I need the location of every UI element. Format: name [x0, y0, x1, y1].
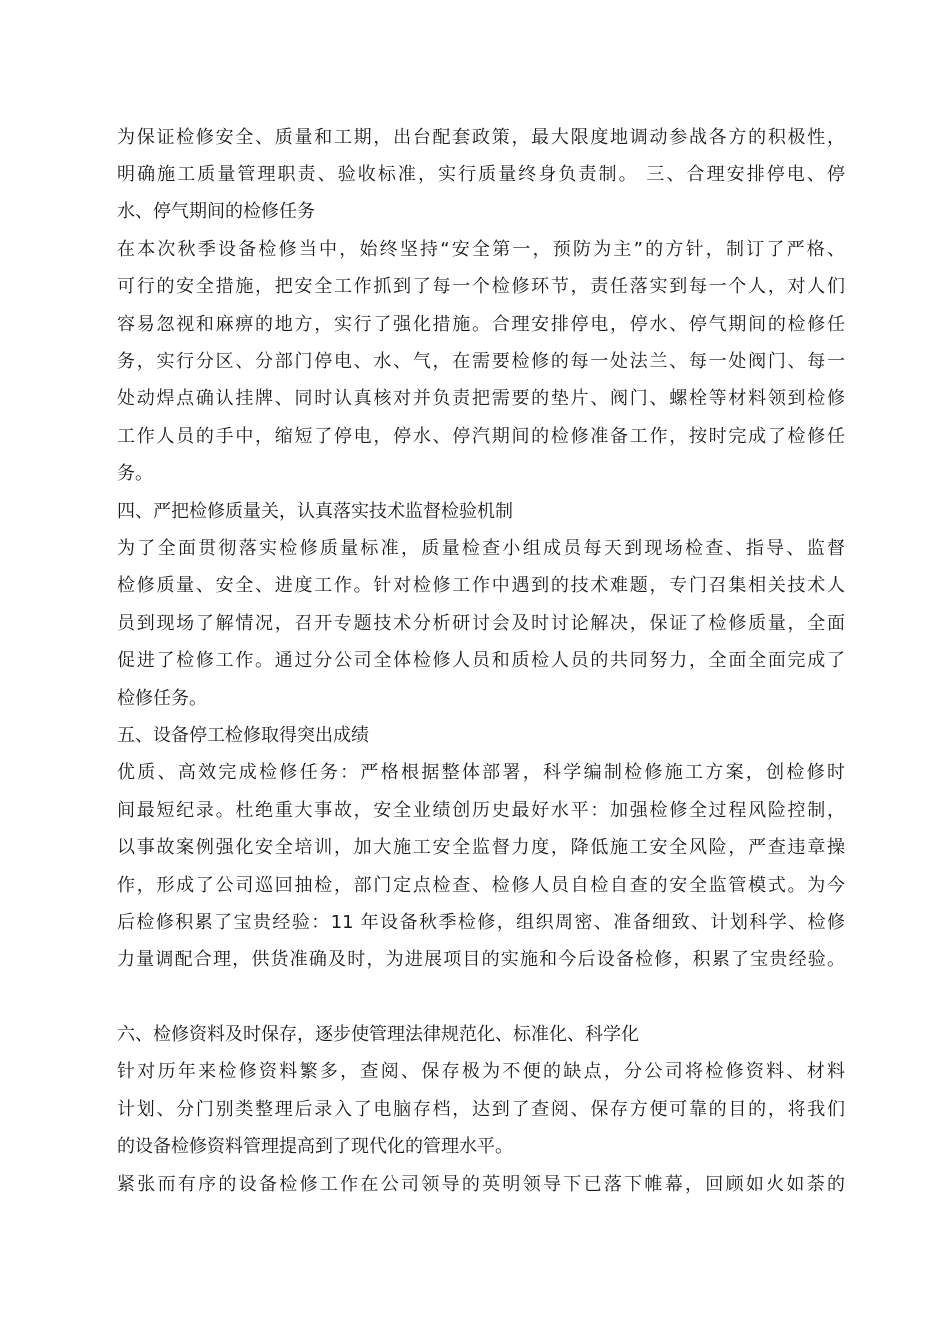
section-heading: 五、设备停工检修取得突出成绩: [117, 725, 369, 746]
text-line: 后检修积累了宝贵经验：11 年设备秋季检修，组织周密、准备细致、计划科学、检修: [117, 912, 845, 933]
text-line: 务，实行分区、分部门停电、水、气，在需要检修的每一处法兰、每一处阀门、每一: [117, 351, 845, 372]
text-line: 为了全面贯彻落实检修质量标准，质量检查小组成员每天到现场检查、指导、监督: [117, 538, 845, 559]
text-line: 在本次秋季设备检修当中，始终坚持“安全第一，预防为主”的方针，制订了严格、: [117, 239, 845, 260]
text-line: 为保证检修安全、质量和工期，出台配套政策，最大限度地调动参战各方的积极性，: [117, 127, 845, 148]
text-line: 的设备检修资料管理提高到了现代化的管理水平。: [117, 1136, 513, 1157]
text-line: 力量调配合理，供货准确及时，为进展项目的实施和今后设备检修，积累了宝贵经验。: [117, 949, 845, 970]
text-line: 间最短纪录。杜绝重大事故，安全业绩创历史最好水平：加强检修全过程风险控制，: [117, 800, 845, 821]
text-line: 检修任务。: [117, 688, 207, 709]
text-line: 员到现场了解情况，召开专题技术分析研讨会及时讨论解决，保证了检修质量，全面: [117, 613, 845, 634]
text-line: 优质、高效完成检修任务：严格根据整体部署，科学编制检修施工方案，创检修时: [117, 762, 845, 783]
text-line: 紧张而有序的设备检修工作在公司领导的英明领导下已落下帷幕，回顾如火如荼的: [117, 1174, 845, 1195]
text-line: 促进了检修工作。通过分公司全体检修人员和质检人员的共同努力，全面全面完成了: [117, 650, 845, 671]
text-line: 务。: [117, 463, 153, 484]
section-heading: 六、检修资料及时保存，逐步使管理法律规范化、标准化、科学化: [117, 1024, 639, 1045]
text-line: 针对历年来检修资料繁多，查阅、保存极为不便的缺点，分公司将检修资料、材料: [117, 1061, 845, 1082]
text-line: 处动焊点确认挂牌、同时认真核对并负责把需要的垫片、阀门、螺栓等材料领到检修: [117, 388, 845, 409]
text-line: 容易忽视和麻痹的地方，实行了强化措施。合理安排停电，停水、停气期间的检修任: [117, 314, 845, 335]
section-heading: 四、严把检修质量关，认真落实技术监督检验机制: [117, 501, 513, 522]
text-line: 计划、分门别类整理后录入了电脑存档，达到了查阅、保存方便可靠的目的，将我们: [117, 1099, 845, 1120]
text-line: 检修质量、安全、进度工作。针对检修工作中遇到的技术难题，专门召集相关技术人: [117, 575, 845, 596]
text-line: 明确施工质量管理职责、验收标准，实行质量终身负责制。 三、合理安排停电、停: [117, 164, 845, 185]
text-line: 工作人员的手中，缩短了停电，停水、停汽期间的检修准备工作，按时完成了检修任: [117, 426, 845, 447]
text-line: 水、停气期间的检修任务: [117, 201, 315, 222]
text-line: 以事故案例强化安全培训，加大施工安全监督力度，降低施工安全风险，严查违章操: [117, 837, 845, 858]
text-line: 可行的安全措施，把安全工作抓到了每一个检修环节，责任落实到每一个人，对人们: [117, 276, 845, 297]
text-line: 作，形成了公司巡回抽检，部门定点检查、检修人员自检自查的安全监管模式。为今: [117, 875, 845, 896]
